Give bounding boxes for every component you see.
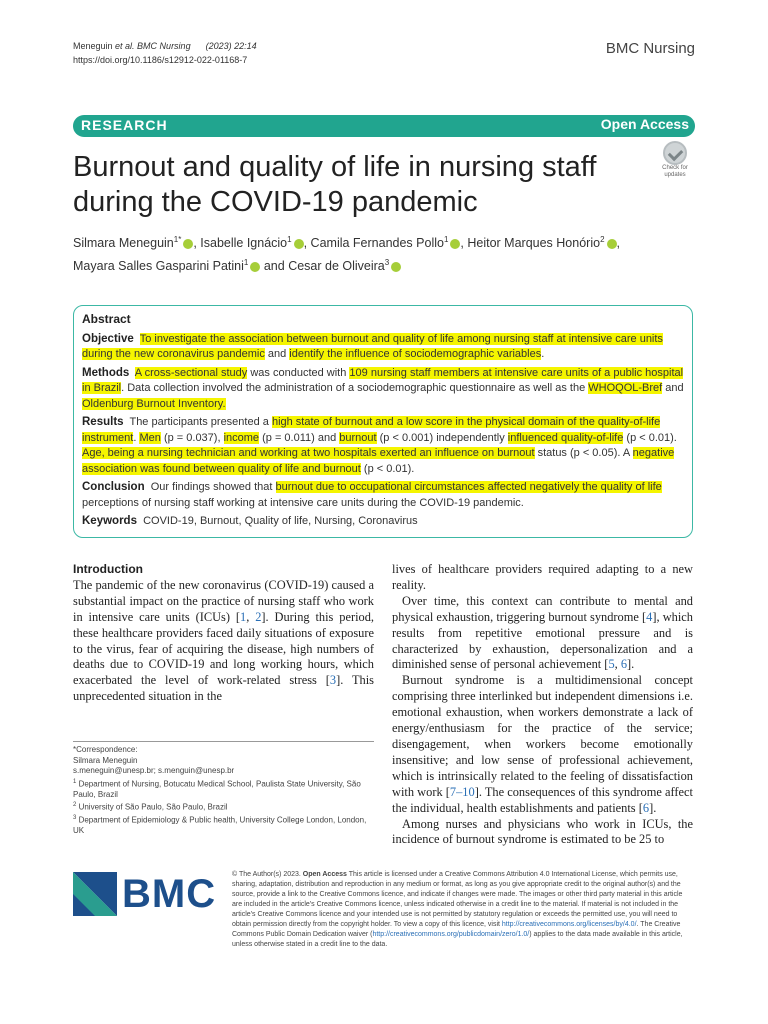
citation-link[interactable]: 4 bbox=[646, 609, 653, 624]
highlight: identify the influence of sociodemographic variables bbox=[289, 348, 542, 360]
abstract-methods bbox=[82, 366, 684, 413]
correspondence-email[interactable]: s.meneguin@unesp.br; s.menguin@unesp.br bbox=[73, 766, 235, 775]
highlight: To investigate the association between burnout and quality of life among nursing staff at intensive care units during the new coronavirus pandemic bbox=[82, 332, 663, 360]
correspondence-name: Silmara Meneguin bbox=[73, 755, 138, 765]
abstract-keywords bbox=[82, 514, 684, 530]
bmc-logo-mark bbox=[73, 872, 117, 916]
author-name: Silmara Meneguin bbox=[73, 236, 174, 251]
highlight: influenced quality-of-life bbox=[507, 431, 624, 444]
text-run: Over time, this context can contribute to mental and physical exhaustion, triggering burnout syndrome [ bbox=[392, 593, 693, 624]
highlight: burnout due to occupational circumstances affected negatively the quality of life bbox=[275, 481, 662, 493]
highlight: high state of burnout and a low score in the physical domain of the quality-of-life instrument bbox=[82, 416, 661, 444]
check-for-updates-badge[interactable] bbox=[655, 141, 695, 181]
updates-line1: Check for bbox=[662, 165, 688, 171]
header-journal-ref: et al. BMC Nursing bbox=[115, 41, 191, 51]
highlight: burnout bbox=[339, 431, 377, 444]
header-citation bbox=[73, 41, 257, 51]
author-affil: 1* bbox=[173, 235, 182, 244]
author-affil: 2 bbox=[600, 235, 605, 244]
orcid-icon[interactable] bbox=[294, 239, 304, 249]
updates-line2: updates bbox=[664, 172, 686, 178]
highlight: 109 nursing staff members at intensive care units of a public hospital in Brazil bbox=[82, 366, 684, 394]
affiliation-1: $^1$ Department of Nursing, Botucatu Medical School, Paulista State University, São Paulo, Brazil bbox=[73, 778, 361, 799]
article-title: Burnout and quality of life in nursing staff during the COVID-19 pandemic bbox=[73, 151, 597, 218]
research-banner bbox=[73, 115, 695, 137]
orcid-icon[interactable] bbox=[183, 239, 193, 249]
text-run: was conducted with bbox=[247, 366, 350, 379]
header-author: Meneguin bbox=[73, 41, 113, 51]
affiliation-text: Department of Nursing, Botucatu Medical School, Paulista State University, São Paulo, Brazil bbox=[73, 779, 361, 799]
text-run: and bbox=[662, 382, 684, 394]
left-column bbox=[73, 562, 374, 705]
orcid-icon[interactable] bbox=[450, 239, 460, 249]
orcid-icon[interactable] bbox=[391, 262, 401, 272]
open-access-label: Open Access bbox=[600, 116, 689, 132]
header-year-volume: (2023) 22:14 bbox=[205, 41, 257, 51]
citation-link[interactable]: 6 bbox=[620, 657, 628, 672]
text-run: This article is licensed under a Creative Commons Attribution 4.0 International License, which permits use, sharing, adaptation, distribution and reproduction in any medium or format, as long as you give appropriate credit to the original author(s) and the source, provide a link to the Creative Commons licence, and indicate if changes were made. The images or other third party material in this article are included in the article's Creative Commons licence, unless indicated otherwise in a credit line to the material. If material is not included in the article's Creative Commons licence and your intended use is not permitted by statutory regulation or exceeds the permitted use, you will need to obtain permission directly from the copyright holder. To view a copy of this licence, visit bbox=[232, 871, 683, 928]
article-type-label: RESEARCH bbox=[81, 117, 168, 133]
text-run: ]. During this period, these healthcare providers faced daily situations of exposure to the virus, fear of acquiring the disease, high numbers of deaths due to COVID-19 and long working hours, which exacerbated the level of work-related stress [ bbox=[73, 609, 375, 688]
citation-link[interactable]: 6 bbox=[642, 800, 650, 815]
highlight: WHOQOL-Bref bbox=[588, 382, 663, 394]
citation-link[interactable]: 3 bbox=[329, 673, 337, 688]
text-run: and bbox=[264, 348, 290, 360]
keywords-label: Keywords bbox=[82, 515, 137, 527]
author-list: Silmara Meneguin$^{1*}$ , Isabelle Ignácio$^1$ , Camila Fernandes Pollo$^1$ , Heitor Marques Honório$^2$ , Mayara Salles Gasparini Patini$^1$ and Cesar de Oliveira$^3$ bbox=[73, 235, 620, 274]
public-domain-link[interactable]: http://creativecommons.org/publicdomain/zero/1.0/ bbox=[372, 931, 530, 938]
author-name: Cesar de Oliveira bbox=[288, 259, 385, 274]
text-run: ]. This unprecedented situation in the bbox=[73, 673, 374, 704]
license-link[interactable]: http://creativecommons.org/licenses/by/4.0/ bbox=[501, 921, 637, 928]
text-run: ) applies to the data made available in this article, unless otherwise stated in a credit line to the data. bbox=[232, 931, 683, 948]
text-run: (p < 0.01). bbox=[623, 431, 677, 444]
journal-name: BMC Nursing bbox=[605, 40, 695, 57]
text-run: (p = 0.011) and bbox=[259, 431, 340, 444]
conclusion-label: Conclusion bbox=[82, 481, 145, 493]
author-name: Mayara Salles Gasparini Patini bbox=[73, 259, 244, 274]
text-run: , bbox=[246, 609, 256, 624]
open-access-bold: Open Access bbox=[302, 871, 347, 878]
check-updates-icon bbox=[663, 141, 687, 165]
abstract-objective bbox=[82, 332, 684, 363]
abstract-results bbox=[82, 415, 684, 477]
text-run: The participants presented a bbox=[129, 416, 272, 428]
affiliation-2: $^2$ University of São Paulo, São Paulo, Brazil bbox=[73, 802, 228, 812]
author-affil: 3 bbox=[384, 258, 390, 268]
text-run: (p = 0.037), bbox=[160, 431, 224, 444]
paragraph: Among nurses and physicians who work in ICUs, the incidence of burnout syndrome is estimated to be 25 to bbox=[392, 816, 693, 847]
text-run: (p < 0.001) independently bbox=[376, 431, 508, 444]
text-run: (p < 0.01). bbox=[360, 462, 415, 475]
abstract-conclusion bbox=[82, 480, 684, 511]
license-text bbox=[232, 870, 694, 950]
bmc-logo-text: BMC bbox=[122, 872, 217, 916]
abstract-box bbox=[73, 305, 693, 538]
keywords-list: COVID-19, Burnout, Quality of life, Nursing, Coronavirus bbox=[143, 515, 418, 527]
right-column bbox=[392, 562, 693, 848]
footnotes bbox=[73, 745, 374, 837]
author-name: Isabelle Ignácio bbox=[200, 236, 288, 251]
orcid-icon[interactable] bbox=[607, 239, 617, 249]
text-run: , bbox=[614, 657, 621, 672]
text-run: Our findings showed that bbox=[150, 481, 276, 493]
correspondence-label: *Correspondence: bbox=[73, 745, 138, 754]
text-run: status (p < 0.05). A bbox=[534, 447, 633, 459]
text-run: © The Author(s) 2023. bbox=[232, 871, 303, 878]
text-run: . bbox=[133, 431, 140, 444]
highlight: Age, being a nursing technician and working at two hospitals exerted an influence on burnout bbox=[82, 447, 535, 459]
affiliation-3: $^3$ Department of Epidemiology & Public health, University College London, London, UK bbox=[73, 815, 367, 836]
author-affil: 1 bbox=[243, 258, 249, 268]
citation-link[interactable]: 5 bbox=[608, 657, 615, 672]
doi-link[interactable]: https://doi.org/10.1186/s12912-022-01168-7 bbox=[73, 55, 248, 65]
paragraph: lives of healthcare providers required adapting to a new reality. bbox=[392, 562, 693, 592]
text-run: Burnout syndrome is a multidimensional concept comprising three interlinked but independent dimensions i.e. emotional exhaustion, when workers demonstrate a lack of energy/enthusiasm for the practice of the service; disengagement, when workers become emotionally insensitive; and low sense of professional achievement, which is intrinsically related to the feeling of dissatisfaction with work [ bbox=[392, 673, 693, 799]
text-run: . The Creative Commons Public Domain Dedication waiver ( bbox=[232, 921, 681, 938]
citation-link[interactable]: 2 bbox=[255, 609, 262, 624]
text-run: . Data collection involved the administration of a sociodemographic questionnaire as well as the bbox=[121, 382, 589, 394]
highlight: negative association was found between quality of life and burnout bbox=[82, 447, 675, 475]
text-run: ], which results from repetitive emotional pressure and is characterized by exhaustion, depersonalization and a diminished sense of personal achievement [ bbox=[392, 609, 693, 672]
text-run: . bbox=[541, 348, 545, 360]
highlight: Men bbox=[139, 431, 161, 444]
bmc-logo bbox=[73, 872, 218, 916]
affiliation-text: Department of Epidemiology & Public health, University College London, London, UK bbox=[73, 815, 367, 836]
text-run: ]. The consequences of this syndrome affect the individual, health establishments and patients [ bbox=[392, 784, 693, 815]
author-name: Heitor Marques Honório bbox=[467, 236, 601, 251]
intro-paragraph bbox=[73, 578, 374, 705]
text-run: perceptions of nursing staff working at intensive care units during the COVID-19 pandemic. bbox=[82, 496, 524, 509]
citation-link[interactable]: 7–10 bbox=[449, 784, 475, 799]
footnote-divider bbox=[73, 741, 374, 742]
author-affil: 1 bbox=[443, 235, 449, 244]
methods-label: Methods bbox=[82, 366, 130, 379]
affiliation-text: University of São Paulo, São Paulo, Brazil bbox=[78, 802, 228, 812]
abstract-heading: Abstract bbox=[82, 312, 131, 326]
paragraph bbox=[392, 673, 693, 816]
orcid-icon[interactable] bbox=[250, 262, 260, 272]
results-label: Results bbox=[82, 416, 124, 428]
citation-link[interactable]: 1 bbox=[240, 609, 247, 624]
text-run: ]. bbox=[649, 800, 657, 815]
highlight: A cross-sectional study bbox=[134, 366, 248, 379]
author-name: Camila Fernandes Pollo bbox=[310, 236, 444, 251]
text-run: ]. bbox=[627, 657, 635, 672]
highlight: income bbox=[223, 431, 260, 444]
text-run: The pandemic of the new coronavirus (COVID-19) caused a substantial impact on the practice of nursing staff who work in intensive care units (ICUs) [ bbox=[73, 577, 374, 624]
paragraph bbox=[392, 594, 693, 674]
introduction-heading: Introduction bbox=[73, 562, 143, 576]
objective-label: Objective bbox=[82, 332, 134, 345]
highlight: Oldenburg Burnout Inventory. bbox=[82, 397, 226, 410]
author-affil: 1 bbox=[287, 235, 292, 244]
